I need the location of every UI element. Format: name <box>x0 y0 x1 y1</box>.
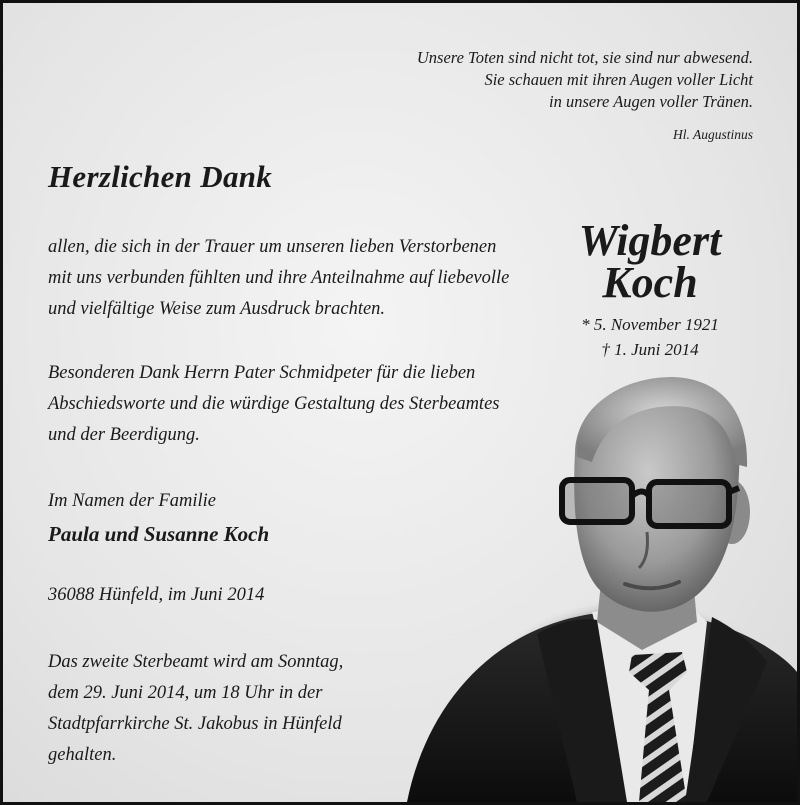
text-line: Abschiedsworte und die würdige Gestaltung des Sterbeamtes <box>48 394 500 414</box>
quote-line: Unsere Toten sind nicht tot, sie sind nur abwesend. <box>416 48 753 67</box>
deceased-first-name: Wigbert <box>578 216 722 265</box>
thanks-paragraph <box>48 232 588 325</box>
quote-attribution: Hl. Augustinus <box>672 127 753 142</box>
death-date: † 1. Juni 2014 <box>601 340 699 359</box>
text-line: Das zweite Sterbeamt wird am Sonntag, <box>48 652 344 672</box>
deceased-dates <box>545 312 755 362</box>
quote-line: in unsere Augen voller Tränen. <box>549 92 753 111</box>
deceased-last-name: Koch <box>602 258 698 307</box>
place-date: 36088 Hünfeld, im Juni 2014 <box>48 585 265 605</box>
text-line: und der Beerdigung. <box>48 425 200 445</box>
heading: Herzlichen Dank <box>48 159 273 194</box>
deceased-block <box>545 216 755 362</box>
quote-block <box>313 47 753 146</box>
text-line: Stadtpfarrkirche St. Jakobus in Hünfeld <box>48 714 342 734</box>
glasses-shape <box>562 480 739 526</box>
birth-date: * 5. November 1921 <box>581 315 719 334</box>
text-line: mit uns verbunden fühlten und ihre Anteilnahme auf liebevolle <box>48 268 510 288</box>
text-line: allen, die sich in der Trauer um unseren lieben Verstorbenen <box>48 237 497 257</box>
text-line: Besonderen Dank Herrn Pater Schmidpeter für die lieben <box>48 363 476 383</box>
portrait-photo <box>387 372 797 802</box>
text-line: gehalten. <box>48 745 117 765</box>
text-line: und vielfältige Weise zum Ausdruck brachten. <box>48 299 386 319</box>
signature-intro: Im Namen der Familie <box>48 491 217 511</box>
signature-names: Paula und Susanne Koch <box>48 522 270 546</box>
quote-line: Sie schauen mit ihren Augen voller Licht <box>484 70 753 89</box>
text-line: dem 29. Juni 2014, um 18 Uhr in der <box>48 683 323 703</box>
